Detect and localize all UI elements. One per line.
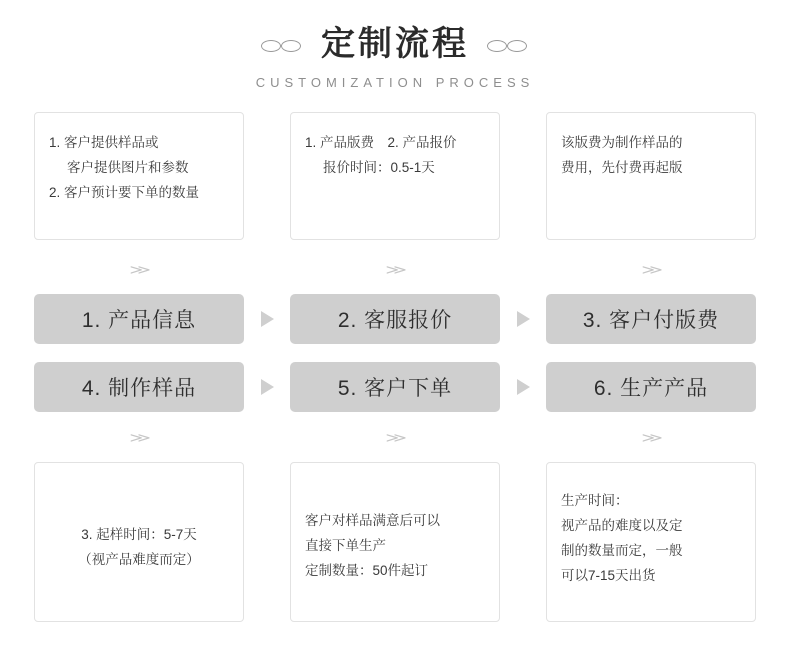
note-line: 客户提供图片和参数 [67,160,189,176]
arrow-right-icon [500,379,546,395]
connector-row-down [34,426,756,448]
chevron-down-icon: ≫ [128,429,150,445]
note-line: 视产品的难度以及定 [561,518,683,534]
arrow-right-icon [244,379,290,395]
top-note-col-2 [290,112,500,240]
note-line: 该版费为制作样品的 [561,135,683,151]
note-box [290,462,500,622]
connector-cell [34,431,244,444]
top-notes-row [34,112,756,240]
connector-row-up [34,258,756,280]
note-line: 1. 客户提供样品或 [49,135,159,151]
step-4-make-sample[interactable]: 4. 制作样品 [34,362,244,412]
connector-cell [546,263,756,276]
note-line: 2. 客户预计要下单的数量 [49,185,200,201]
note-line: 直接下单生产 [305,538,386,554]
note-line: 制的数量而定，一般 [561,543,683,559]
arrow-right-icon [244,311,290,327]
note-line: 客户对样品满意后可以 [305,513,440,529]
arrow-right-icon [500,311,546,327]
note-box [546,462,756,622]
bottom-note-col-2 [290,462,500,622]
ornament-right-icon [485,38,531,52]
steps-row-1 [34,294,756,344]
top-note-col-1 [34,112,244,240]
note-line: 费用，先付费再起版 [561,160,683,176]
connector-cell [290,431,500,444]
step-3-customer-pays-plate-fee[interactable]: 3. 客户付版费 [546,294,756,344]
note-box [290,112,500,240]
step-5-customer-places-order[interactable]: 5. 客户下单 [290,362,500,412]
top-note-col-3 [546,112,756,240]
bottom-note-col-1 [34,462,244,622]
note-line: 报价时间：0.5-1天 [323,160,435,176]
note-box [546,112,756,240]
chevron-down-icon: ≫ [384,429,406,445]
note-line: 3. 起样时间：5-7天 [81,527,197,543]
connector-cell [290,263,500,276]
chevron-down-icon: ≫ [640,429,662,445]
note-box [34,462,244,622]
steps-row-2 [34,362,756,412]
connector-cell [546,431,756,444]
chevron-up-icon: ≫ [128,261,150,277]
connector-cell [34,263,244,276]
title-row [0,26,790,63]
step-2-service-quote[interactable]: 2. 客服报价 [290,294,500,344]
bottom-note-col-3 [546,462,756,622]
note-line: 生产时间： [561,493,629,509]
note-line: 1. 产品版费 2. 产品报价 [305,135,457,151]
bottom-notes-row [34,462,756,622]
note-box [34,112,244,240]
note-line: 定制数量：50件起订 [305,563,429,579]
process-grid [34,112,756,622]
page-subtitle: CUSTOMIZATION PROCESS [255,75,535,91]
chevron-up-icon: ≫ [640,261,662,277]
page-title: 定制流程 [321,25,469,63]
note-line: （视产品难度而定） [78,552,200,568]
step-6-production[interactable]: 6. 生产产品 [546,362,756,412]
chevron-up-icon: ≫ [384,261,406,277]
ornament-left-icon [259,38,305,52]
page-header [0,0,790,90]
step-1-product-info[interactable]: 1. 产品信息 [34,294,244,344]
note-line: 可以7-15天出货 [561,568,656,584]
